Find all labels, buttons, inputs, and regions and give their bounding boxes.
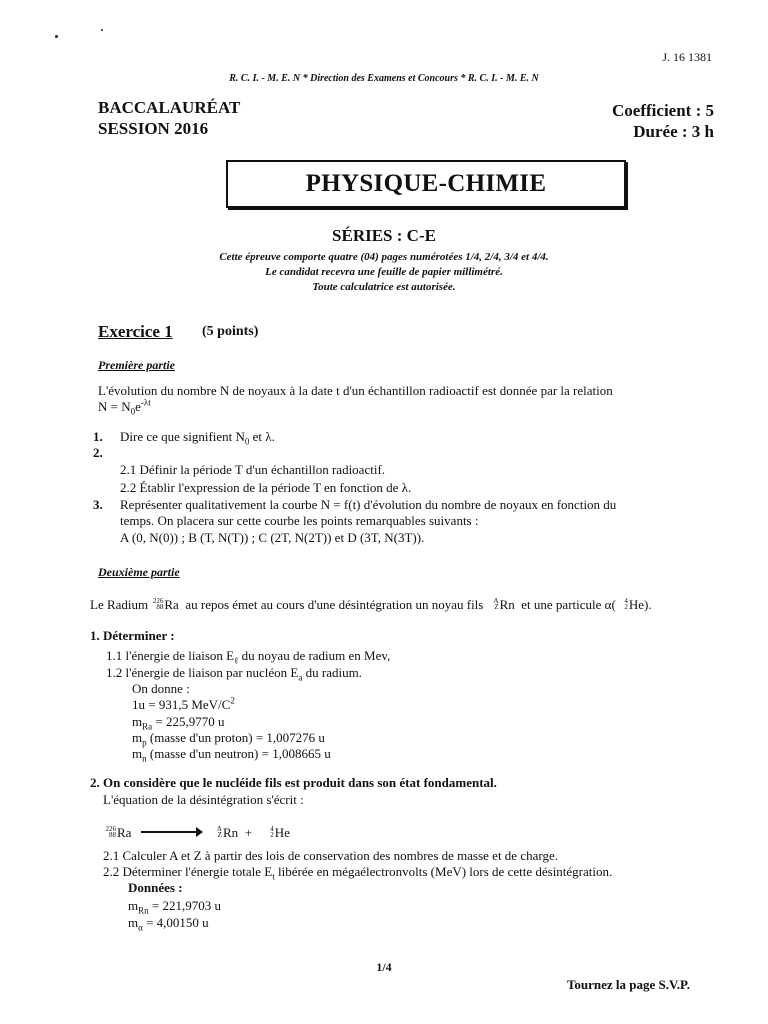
decay-equation — [104, 825, 290, 840]
scan-speck — [101, 29, 103, 31]
value: (masse d'un neutron) = 1,008665 u — [146, 746, 331, 761]
q1-text-a: Dire ce que signifient N — [120, 429, 245, 444]
note-pages: Cette épreuve comporte quatre (04) pages numérotées 1/4, 2/4, 3/4 et 4/4. — [219, 251, 549, 263]
value: (masse d'un proton) = 1,007276 u — [146, 730, 325, 745]
reaction-arrow-icon — [141, 831, 201, 833]
q1-text-b: et λ. — [249, 429, 275, 444]
note-calculator: Toute calculatrice est autorisée. — [312, 281, 456, 293]
formula-exponent: -λt — [140, 397, 151, 408]
note-paper: Le candidat recevra une feuille de papier millimétré. — [265, 266, 503, 278]
series-label: SÉRIES : C-E — [332, 226, 436, 245]
helium-symbol: He — [628, 597, 644, 612]
scan-speck — [55, 35, 58, 38]
part1-intro: L'évolution du nombre N de noyaux à la date t d'un échantillon radioactif est donnée par la relation — [98, 383, 613, 398]
d2-2-a: 2.2 Déterminer l'énergie totale E — [103, 864, 273, 879]
part2-intro — [90, 597, 652, 612]
document-code: J. 16 1381 — [662, 50, 712, 64]
data-title: Données : — [128, 880, 183, 895]
intro-middle: au repos émet au cours d'une désintégration un noyau fils — [185, 597, 484, 612]
q1-number: 1. — [93, 429, 103, 444]
eq-radon: Rn — [222, 825, 239, 840]
sub: Ra — [142, 721, 153, 732]
formula-lhs: N = N — [98, 399, 131, 414]
m: m — [132, 730, 143, 745]
d1-2-text — [106, 665, 362, 683]
ministry-line: R. C. I. - M. E. N * Direction des Examens et Concours * R. C. I. - M. E. N — [229, 73, 539, 84]
eq-radium: Ra — [117, 825, 132, 840]
part1-title: Première partie — [98, 358, 175, 372]
subject-title-box — [226, 160, 626, 208]
q3-line3: A (0, N(0)) ; B (T, N(T)) ; C (2T, N(2T)) et D (3T, N(3T)). — [120, 530, 425, 545]
exam-name: BACCALAURÉAT — [98, 98, 241, 117]
q1-sub: 0 — [244, 436, 250, 447]
eq-helium-isotope: 4 2 — [270, 825, 274, 839]
d1-title: 1. Déterminer : — [90, 628, 175, 643]
d2-1-text: 2.1 Calculer A et Z à partir des lois de conservation des nombres de masse et de charge. — [103, 848, 558, 863]
formula-e: e — [135, 399, 141, 414]
d1-2-b: du radium. — [302, 665, 362, 680]
sub: α — [138, 922, 143, 933]
sub: Rn — [138, 905, 149, 916]
part2-title: Deuxième partie — [98, 565, 180, 579]
m: m — [128, 915, 139, 930]
data-mass-radon — [128, 898, 221, 916]
m: m — [132, 714, 143, 729]
q2-number: 2. — [93, 445, 103, 460]
helium-isotope: 4 2 — [624, 597, 628, 611]
m: m — [132, 746, 143, 761]
turn-page-note: Tournez la page S.V.P. — [566, 977, 690, 992]
exercise-points: (5 points) — [202, 324, 259, 339]
value: = 225,9770 u — [152, 714, 225, 729]
d1-2-a: 1.2 l'énergie de liaison par nucléon E — [106, 665, 299, 680]
d2-2-text — [103, 864, 613, 882]
radon-symbol: Rn — [499, 597, 515, 612]
intro-radium: Le Radium — [90, 597, 149, 612]
sub: p — [142, 737, 147, 748]
radon-isotope: A Z — [493, 597, 499, 611]
d1-2-sub: a — [298, 672, 303, 683]
given-mass-radium — [132, 714, 225, 732]
given-unit — [132, 697, 235, 712]
d2-line2: L'équation de la désintégration s'écrit : — [103, 792, 304, 807]
intro-end: ). — [643, 597, 652, 612]
m: m — [128, 898, 139, 913]
d1-1-b: du noyau de radium en Mev, — [238, 648, 391, 663]
value: = 221,9703 u — [148, 898, 221, 913]
q2-1-text: 2.1 Définir la période T d'un échantillon radioactif. — [120, 462, 386, 477]
d2-line1: 2. On considère que le nucléide fils est produit dans son état fondamental. — [90, 775, 497, 790]
d1-1-a: 1.1 l'énergie de liaison E — [106, 648, 235, 663]
exam-session: SESSION 2016 — [98, 119, 209, 138]
duration: Durée : 3 h — [633, 122, 714, 141]
eq-helium: He — [274, 825, 290, 840]
given-unit-text: 1u = 931,5 MeV/C — [132, 697, 231, 712]
value: = 4,00150 u — [142, 915, 209, 930]
eq-plus: + — [244, 825, 252, 840]
formula-sub: 0 — [130, 406, 136, 417]
data-mass-alpha — [128, 915, 209, 933]
d1-1-sub: ℓ — [234, 655, 239, 666]
given-mass-proton — [132, 730, 325, 748]
decay-law-formula — [98, 397, 151, 417]
radium-symbol: Ra — [164, 597, 179, 612]
subject-title: PHYSIQUE-CHIMIE — [305, 170, 547, 197]
eq-radon-isotope: A Z — [216, 825, 222, 839]
page-number: 1/4 — [376, 960, 392, 974]
given-title: On donne : — [132, 681, 190, 696]
intro-alpha: et une particule α( — [521, 597, 616, 612]
eq-radium-isotope: 226 88 — [105, 825, 116, 839]
d2-2-b: libérée en mégaélectronvolts (MeV) lors de cette désintégration. — [274, 864, 613, 879]
q3-line1: Représenter qualitativement la courbe N = f(t) d'évolution du nombre de noyaux en fonction du — [120, 497, 617, 512]
sub: n — [142, 753, 147, 764]
q3-number: 3. — [93, 497, 103, 512]
d1-1-text — [106, 648, 391, 666]
q3-line2: temps. On placera sur cette courbe les points remarquables suivants : — [120, 513, 479, 528]
coefficient: Coefficient : 5 — [612, 101, 714, 120]
q2-2-text: 2.2 Établir l'expression de la période T en fonction de λ. — [120, 480, 412, 495]
d2-2-sub: t — [272, 871, 275, 882]
radium-isotope: 226 88 — [152, 597, 164, 611]
given-unit-sup: 2 — [230, 695, 235, 706]
exercise-title: Exercice 1 — [98, 322, 173, 341]
given-mass-neutron — [132, 746, 331, 764]
q1-text — [120, 429, 275, 447]
